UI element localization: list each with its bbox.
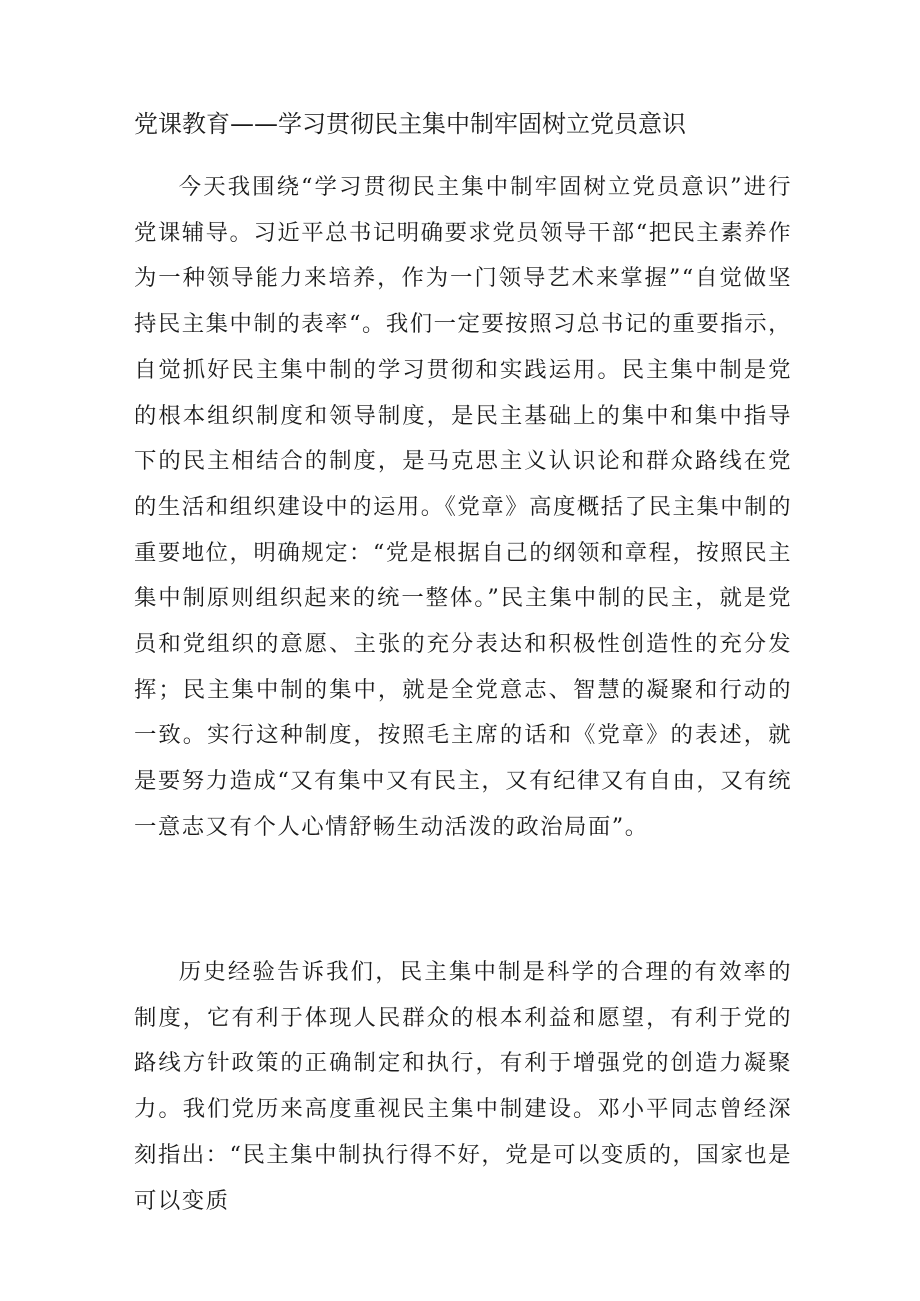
body-paragraph-2: 历史经验告诉我们，民主集中制是科学的合理的有效率的制度，它有利于体现人民群众的根本利益和愿望，有利于党的路线方针政策的正确制定和执行，有利于增强党的创造力凝聚力。我们党历来高度重视民主集中制建设。邓小平同志曾经深刻指出：“民主集中制执行得不好，党是可以变质的，国家也是可以变质 [134,959,792,1214]
document-title: 党课教育——学习贯彻民主集中制牢固树立党员意识 [134,110,686,138]
body-paragraph-1: 今天我围绕“学习贯彻民主集中制牢固树立党员意识”进行党课辅导。习近平总书记明确要求党员领导干部“把民主素养作为一种领导能力来培养，作为一门领导艺术来掌握”“自觉做坚持民主集中制的表率“。我们一定要按照习总书记的重要指示，自觉抓好民主集中制的学习贯彻和实践运用。民主集中制是党的根本组织制度和领导制度，是民主基础上的集中和集中指导下的民主相结合的制度，是马克思主义认识论和群众路线在党的生活和组织建设中的运用。《党章》高度概括了民主集中制的重要地位，明确规定：“党是根据自己的纲领和章程，按照民主集中制原则组织起来的统一整体。”民主集中制的民主，就是党员和党组织的意愿、主张的充分表达和积极性创造性的充分发挥；民主集中制的集中，就是全党意志、智慧的凝聚和行动的一致。实行这种制度，按照毛主席的话和《党章》的表述，就是要努力造成“又有集中又有民主，又有纪律又有自由，又有统一意志又有个人心情舒畅生动活泼的政治局面”。 [134,174,792,840]
